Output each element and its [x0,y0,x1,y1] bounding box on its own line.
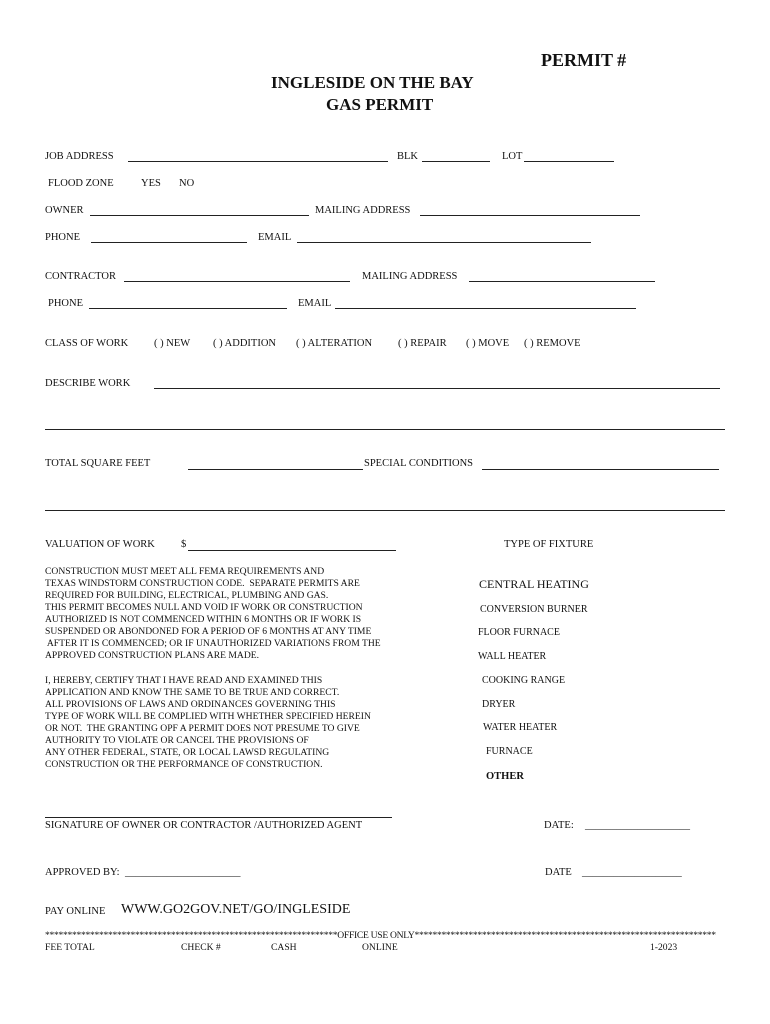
approval-date-field[interactable]: ___________________ [582,867,682,878]
class-option-addition[interactable]: ( ) ADDITION [213,338,276,349]
approval-date-label: DATE [545,867,572,878]
signature-label: SIGNATURE OF OWNER OR CONTRACTOR /AUTHORIZED AGENT [45,820,363,831]
class-option-remove[interactable]: ( ) REMOVE [524,338,581,349]
valuation-field[interactable] [188,550,396,551]
total-square-feet-label: TOTAL SQUARE FEET [45,458,151,469]
job-address-label: JOB ADDRESS [45,151,114,162]
class-of-work-label: CLASS OF WORK [45,338,129,349]
signature-date-label: DATE: [544,820,574,831]
special-conditions-label: SPECIAL CONDITIONS [364,458,473,469]
owner-label: OWNER [45,205,84,216]
flood-zone-yes[interactable]: YES [141,178,161,189]
owner-email-label: EMAIL [258,232,292,243]
owner-phone-label: PHONE [45,232,81,243]
pay-online-link[interactable]: WWW.GO2GOV.NET/GO/INGLESIDE [121,902,351,917]
form-revision: 1-2023 [650,942,678,953]
lot-field[interactable] [524,161,614,162]
notice-paragraph: CONSTRUCTION MUST MEET ALL FEMA REQUIREMENTS AND TEXAS WINDSTORM CONSTRUCTION CODE. SEPARATE PERMITS ARE REQUIRED FOR BUILDING, ELECTRICAL, PLUMBING AND GAS. THIS PERMIT BECOMES NULL AND VOID IF WORK OR CONSTRUCTION AUTHORIZED IS NOT COMMENCED WITHIN 6 MONTHS OR IF WORK IS SUSPENDED OR ABONDONED FOR A PERIOD OF 6 MONTHS AT ANY TIME AFTER IT IS COMMENCED; OR IF UNAUTHORIZED VARIATIONS FROM THE APPROVED CONSTRUCTION PLANS ARE MADE. [45,566,381,661]
contractor-phone-label: PHONE [48,298,84,309]
office-cash: CASH [271,942,297,953]
blk-field[interactable] [422,161,490,162]
class-option-repair[interactable]: ( ) REPAIR [398,338,447,349]
job-address-field[interactable] [128,161,388,162]
contractor-phone-field[interactable] [89,308,287,309]
flood-zone-label: FLOOD ZONE [48,178,114,189]
pay-online-label: PAY ONLINE [45,906,106,917]
contractor-mailing-address-label: MAILING ADDRESS [362,271,458,282]
describe-work-label: DESCRIBE WORK [45,378,131,389]
contractor-mailing-address-field[interactable] [469,281,655,282]
describe-work-field-line2[interactable] [45,429,725,430]
contractor-field[interactable] [124,281,350,282]
fixture-wall-heater[interactable]: WALL HEATER [478,651,547,662]
valuation-label: VALUATION OF WORK [45,539,155,550]
office-online: ONLINE [362,942,398,953]
total-square-feet-field[interactable] [188,469,363,470]
approved-by-field[interactable]: ______________________ [125,867,241,878]
describe-work-field[interactable] [154,388,720,389]
office-fee-total: FEE TOTAL [45,942,95,953]
signature-field[interactable] [45,817,392,818]
lot-label: LOT [502,151,523,162]
form-title-line1: INGLESIDE ON THE BAY [271,73,474,92]
type-of-fixture-label: TYPE OF FIXTURE [504,539,594,550]
class-option-move[interactable]: ( ) MOVE [466,338,510,349]
contractor-label: CONTRACTOR [45,271,116,282]
class-option-new[interactable]: ( ) NEW [154,338,191,349]
fixture-central-heating[interactable]: CENTRAL HEATING [479,577,589,591]
permit-number-label: PERMIT # [541,50,627,70]
fixture-water-heater[interactable]: WATER HEATER [483,722,558,733]
fixture-dryer[interactable]: DRYER [482,699,516,710]
flood-zone-no[interactable]: NO [179,178,195,189]
fixture-floor-furnace[interactable]: FLOOR FURNACE [478,627,560,638]
owner-field[interactable] [90,215,309,216]
fixture-cooking-range[interactable]: COOKING RANGE [482,675,566,686]
blk-label: BLK [397,151,418,162]
form-title-line2: GAS PERMIT [326,95,434,114]
special-conditions-field-line2[interactable] [45,510,725,511]
owner-mailing-address-field[interactable] [420,215,640,216]
approved-by-label: APPROVED BY: [45,867,120,878]
contractor-email-label: EMAIL [298,298,332,309]
class-option-alteration[interactable]: ( ) ALTERATION [296,338,373,349]
fixture-conversion-burner[interactable]: CONVERSION BURNER [480,604,588,615]
special-conditions-field[interactable] [482,469,719,470]
valuation-currency: $ [181,539,187,550]
owner-phone-field[interactable] [91,242,247,243]
office-use-banner: *****************************************************************OFFICE USE ONLY******************************************************************* [45,930,716,941]
contractor-email-field[interactable] [335,308,636,309]
certify-paragraph: I, HEREBY, CERTIFY THAT I HAVE READ AND EXAMINED THIS APPLICATION AND KNOW THE SAME TO BE TRUE AND CORRECT. ALL PROVISIONS OF LAWS AND ORDINANCES GOVERNING THIS TYPE OF WORK WILL BE COMPLIED WITH WHETHER SPECIFIED HEREIN OR NOT. THE GRANTING OPF A PERMIT DOES NOT PRESUME TO GIVE AUTHORITY TO VIOLATE OR CANCEL THE PROVISIONS OF ANY OTHER FEDERAL, STATE, OR LOCAL LAWSD REGULATING CONSTRUCTION OR THE PERFORMANCE OF CONSTRUCTION. [45,675,371,770]
office-check: CHECK # [181,942,221,953]
fixture-furnace[interactable]: FURNACE [486,746,533,757]
owner-mailing-address-label: MAILING ADDRESS [315,205,411,216]
owner-email-field[interactable] [297,242,591,243]
fixture-other[interactable]: OTHER [486,771,524,782]
signature-date-field[interactable]: ____________________ [585,820,690,831]
